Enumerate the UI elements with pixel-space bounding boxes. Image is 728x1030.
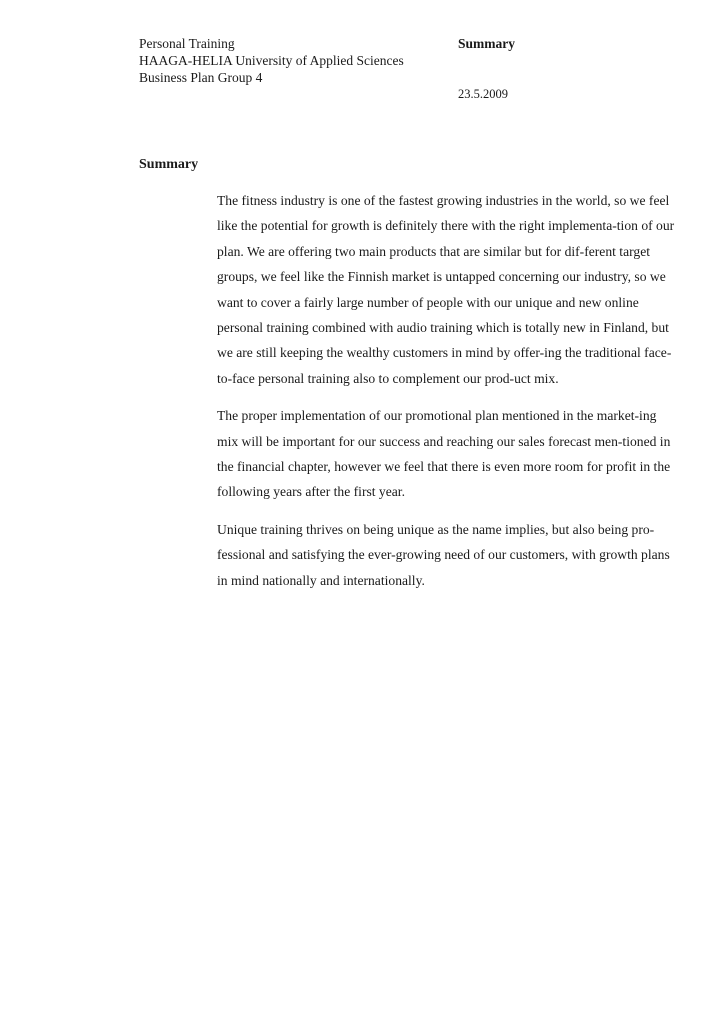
header-section-title: Summary xyxy=(458,36,515,51)
header-group: Business Plan Group 4 xyxy=(139,70,263,85)
header-date: 23.5.2009 xyxy=(458,87,508,101)
header-course-name: Personal Training xyxy=(139,36,235,51)
header-institution: HAAGA-HELIA University of Applied Sciences xyxy=(139,53,404,68)
paragraph: Unique training thrives on being unique as the name implies, but also being pro-fessional and satisfying the ever-growing need of our customers, with growth plans in mind nationally and internationally. xyxy=(217,521,670,588)
header-right xyxy=(458,35,515,103)
header-left xyxy=(139,35,404,86)
paragraph: The proper implementation of our promotional plan mentioned in the market-ing mix will be important for our success and reaching our sales forecast men-tioned in the financial chapter, however we feel that there is even more room for profit in the following years after the first year. xyxy=(217,408,671,500)
body-text xyxy=(217,188,675,605)
section-heading: Summary xyxy=(139,157,199,172)
paragraph: The fitness industry is one of the fastest growing industries in the world, so we feel like the potential for growth is definitely there with the right implementa-tion of our plan. We are offering two main products that are similar but for dif-ferent target groups, we feel like the Finnish market is untapped concerning our industry, so we want to cover a fairly large number of people with our unique and new online personal training combined with audio training which is totally new in Finland, but we are still keeping the wealthy customers in mind by offer-ing the traditional face-to-face personal training also to complement our prod-uct mix. xyxy=(217,193,675,386)
